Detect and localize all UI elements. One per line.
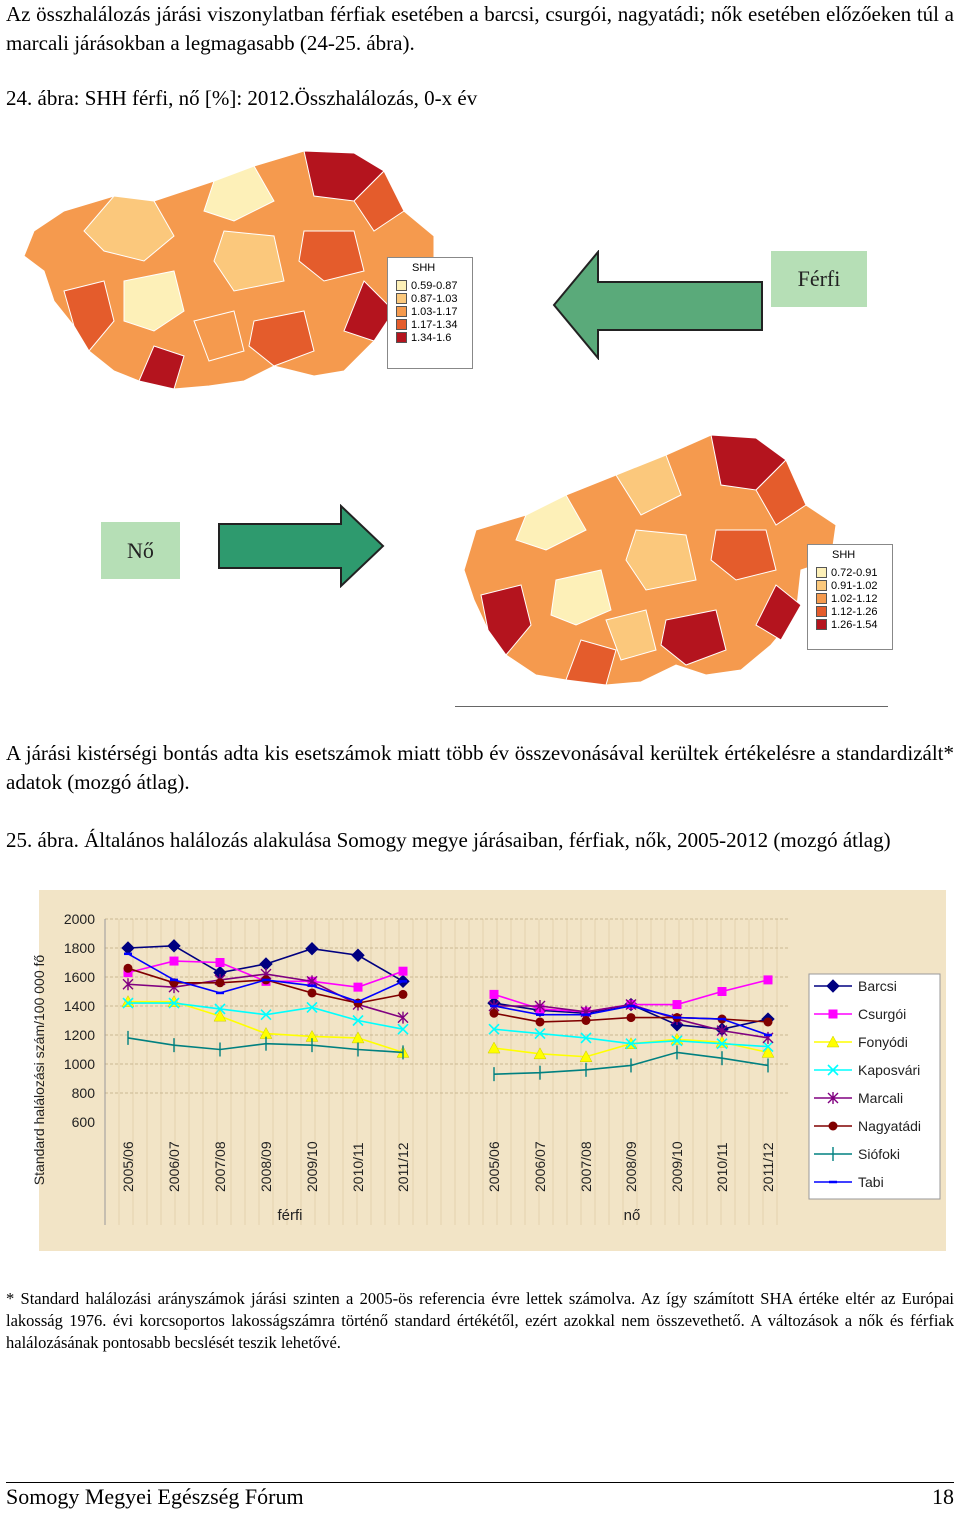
male-legend-item [396,331,468,344]
male-legend-label: 0.87-1.03 [411,292,458,305]
legend-label-nagyat-di: Nagyatádi [858,1118,922,1134]
x-tick-label: 2006/07 [166,1141,182,1192]
x-tick-label: 2009/10 [669,1141,685,1192]
y-tick-label: 800 [71,1085,95,1101]
arrow-right-icon [217,504,385,588]
female-legend-item [816,618,888,631]
male-legend-swatch [396,306,407,317]
x-tick-label: 2011/12 [395,1142,411,1192]
data-point-fony-di-female [488,1042,500,1053]
data-point-barcsi-male [306,943,318,955]
x-tick-label: 2007/08 [212,1141,228,1192]
footer-title: Somogy Megyei Egészség Fórum [6,1484,304,1509]
y-tick-label: 600 [71,1114,95,1130]
x-tick-label: 2008/09 [258,1141,274,1192]
female-map-legend [807,544,893,650]
data-point-barcsi-male [168,940,180,952]
legend-label-barcsi: Barcsi [858,978,897,994]
male-legend-item [396,292,468,305]
data-point-csurg-i-female [490,990,499,999]
female-map [426,420,917,709]
male-legend-item [396,305,468,318]
y-tick-label: 1800 [63,940,95,956]
female-legend-label: 1.02-1.12 [831,592,878,605]
female-legend-title: SHH [832,549,856,561]
data-point-nagyat-di-male [216,978,225,987]
footer-rule [6,1482,954,1483]
female-legend-item [816,579,888,592]
data-point-csurg-i-male [354,983,363,992]
x-tick-label: 2006/07 [532,1141,548,1192]
y-tick-label: 1200 [63,1027,95,1043]
male-legend-label: 1.17-1.34 [411,318,458,331]
female-legend-item [816,592,888,605]
intro-paragraph: Az összhalálozás járási viszonylatban férfiak esetében a barcsi, csurgói, nagyatádi; nők esetében előzőeken túl a marcali járásokban a legmagasabb (24-25. ábra). [6,2,954,55]
male-legend-item [396,318,468,331]
data-point-csurg-i-male [170,957,179,966]
footnote: * Standard halálozási arányszámok járási szinten a 2005-ös referencia évre lettek számolva. Az így számított SHA értéke eltér az Európai lakosság 1976. évi korcsoportos lakosságszámra történő standard értékétől, ezért azokkal nem összevethető. A változások a nők és férfiak halálozásának pontosabb becslését teszik lehetővé. [6,1289,954,1352]
male-legend-item [396,279,468,292]
data-point-barcsi-male [122,942,134,954]
x-tick-label: 2010/11 [714,1142,730,1192]
x-tick-label: 2008/09 [623,1141,639,1192]
y-tick-label: 1400 [63,998,95,1014]
female-legend-label: 0.91-1.02 [831,579,878,592]
x-tick-label: 2005/06 [120,1141,136,1192]
data-point-nagyat-di-female [536,1017,545,1026]
data-point-nagyat-di-male [399,990,408,999]
female-label: Nő [101,522,180,579]
male-legend-label: 1.03-1.17 [411,305,458,318]
legend-label-marcali: Marcali [858,1090,904,1106]
map-divider [455,706,888,707]
data-point-nagyat-di-female [627,1013,636,1022]
y-axis-title: Standard halálozási szám/100 000 fő [31,954,47,1186]
legend-label-tabi: Tabi [858,1174,884,1190]
female-legend-label: 0.72-0.91 [831,566,878,579]
male-legend-label: 1.34-1.6 [411,331,452,344]
y-tick-label: 2000 [63,911,95,927]
data-point-nagyat-di-male [308,988,317,997]
legend-label-si-foki: Siófoki [858,1146,901,1162]
x-tick-label: 2007/08 [578,1141,594,1192]
y-tick-label: 1000 [63,1056,95,1072]
female-legend-swatch [816,580,827,591]
legend-marker-csurg-i [829,1010,838,1019]
x-tick-label: 2009/10 [304,1141,320,1192]
data-point-csurg-i-female [673,1000,682,1009]
female-legend-swatch [816,593,827,604]
data-point-nagyat-di-female [582,1016,591,1025]
male-legend-swatch [396,280,407,291]
data-point-csurg-i-female [718,987,727,996]
group-label-female: nő [623,1207,641,1224]
male-legend-title: SHH [412,262,436,274]
data-point-barcsi-male [352,949,364,961]
male-map [4,141,495,419]
legend-label-csurg-i: Csurgói [858,1006,907,1022]
data-point-nagyat-di-male [124,964,133,973]
female-legend-swatch [816,619,827,630]
data-point-nagyat-di-female [490,1009,499,1018]
x-tick-label: 2010/11 [350,1142,366,1192]
male-legend-swatch [396,319,407,330]
female-legend-item [816,605,888,618]
male-legend-label: 0.59-0.87 [411,279,458,292]
legend-label-kaposv-ri: Kaposvári [858,1062,921,1078]
legend-label-fony-di: Fonyódi [858,1034,908,1050]
x-tick-label: 2005/06 [486,1141,502,1192]
male-label: Férfi [771,251,867,307]
female-legend-label: 1.26-1.54 [831,618,878,631]
mortality-line-chart [0,890,960,1251]
group-label-male: férfi [277,1207,303,1224]
male-legend-swatch [396,332,407,343]
legend-marker-nagyat-di [829,1122,838,1131]
female-legend-swatch [816,606,827,617]
data-point-nagyat-di-female [764,1017,773,1026]
fig25-caption: 25. ábra. Általános halálozás alakulása Somogy megye járásaiban, férfiak, nők, 2005-2012 (mozgó átlag) [6,828,891,852]
male-map-legend [387,257,473,369]
female-legend-swatch [816,567,827,578]
fig24-caption: 24. ábra: SHH férfi, nő [%]: 2012.Összhalálozás, 0-x év [6,86,478,110]
data-point-csurg-i-male [399,967,408,976]
x-tick-label: 2011/12 [760,1142,776,1192]
female-legend-label: 1.12-1.26 [831,605,878,618]
page-number: 18 [932,1484,954,1509]
y-tick-label: 1600 [63,969,95,985]
arrow-left-icon [552,250,764,360]
data-point-csurg-i-male [216,958,225,967]
data-point-csurg-i-female [764,975,773,984]
female-legend-item [816,566,888,579]
middle-paragraph: A járási kistérségi bontás adta kis esetszámok miatt több év összevonásával kerültek értékelésre a standardizált* adatok (mozgó átlag). [6,741,954,794]
male-legend-swatch [396,293,407,304]
